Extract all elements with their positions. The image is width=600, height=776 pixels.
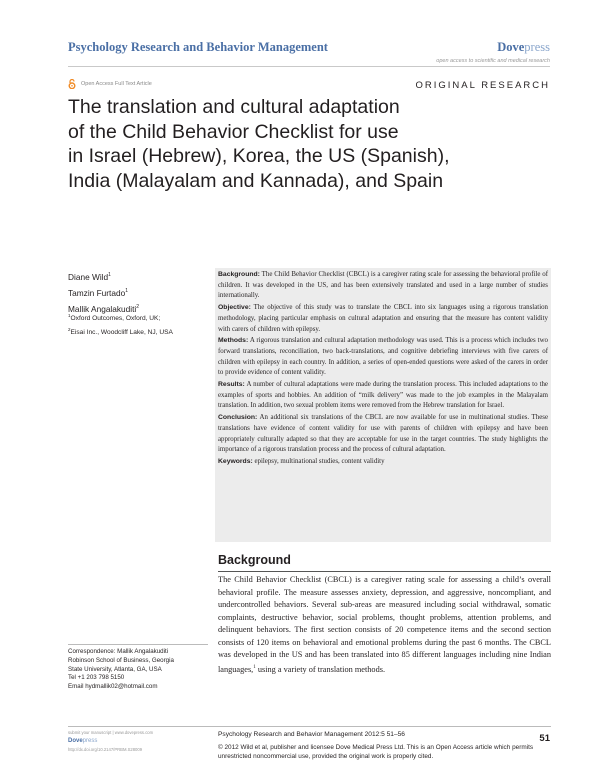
footer-divider <box>68 726 551 727</box>
abstract-label: Keywords: <box>218 457 253 465</box>
background-text-end: using a variety of translation methods. <box>255 664 386 674</box>
correspondence <box>68 648 174 692</box>
publisher-tagline: open access to scientific and medical research <box>436 58 550 64</box>
title-line: India (Malayalam and Kannada), and Spain <box>68 169 444 192</box>
abstract-text: The objective of this study was to translate the CBCL into six languages using a rigorous translation methodology, placing particular emphasis on cultural adaptation and ensuring that the measure has content validity with carers of children with epilepsy. <box>218 304 548 333</box>
abstract-background <box>218 270 548 302</box>
footer-publisher-logo[interactable] <box>68 738 97 744</box>
abstract-label: Methods: <box>218 337 249 345</box>
open-access-lock-icon <box>68 79 76 89</box>
author <box>68 284 139 300</box>
abstract-methods <box>218 336 548 379</box>
doi-link[interactable]: http://dx.doi.org/10.2147/PRBM.S28009 <box>68 747 143 752</box>
article-type: ORIGINAL RESEARCH <box>415 80 550 91</box>
abstract-conclusion <box>218 413 548 456</box>
abstract <box>218 270 548 469</box>
abstract-keywords <box>218 457 548 468</box>
affiliation-text: Eisai Inc., Woodcliff Lake, NJ, USA <box>70 328 173 336</box>
author-name: Mallik Angalakuditi <box>68 303 137 314</box>
submit-link[interactable]: submit your manuscript | www.dovepress.com <box>68 730 154 735</box>
copyright-notice: © 2012 Wild et al, publisher and licensee Dove Medical Press Ltd. This is an Open Access article which permits unrestricted noncommercial use, provided the original work is properly cited. <box>218 744 534 760</box>
open-access-badge <box>68 79 152 89</box>
footer-logo-light: press <box>82 738 98 744</box>
author-affiliation-mark: 2 <box>136 303 140 310</box>
affiliation-mark: 2 <box>68 326 71 332</box>
title-line: The translation and cultural adaptation <box>68 96 400 118</box>
author-list <box>68 268 139 315</box>
correspondence-email[interactable]: Email hydmallik02@hotmail.com <box>68 683 158 691</box>
publisher-logo-bold: Dove <box>497 40 525 54</box>
abstract-text: An additional six translations of the CBCL are now available for use in multinational studies. These translations have evidence of content validity for use with parents of children with epilepsy and have been appropriately culturally adapted so that they are acceptable for use in the target countries. The study highlights the importance of a rigorous translation process and the process of cultural adaptation. <box>218 414 548 454</box>
open-access-label: Open Access Full Text Article <box>81 81 152 87</box>
author-name: Diane Wild <box>68 271 109 282</box>
article-title <box>68 95 568 193</box>
abstract-text: The Child Behavior Checklist (CBCL) is a caregiver rating scale for assessing the behavioral profile of children. It was developed in the US, and has been extensively translated and used in a large number of studies internationally. <box>218 271 548 300</box>
publisher-logo-light: press <box>524 40 550 54</box>
correspondence-line: State University, Atlanta, GA, USA <box>68 665 162 673</box>
abstract-text: A rigorous translation and cultural adaptation methodology was used. This is a process which includes two forward translations, reconciliation, two back-translations, and cognitive debriefing interviews with five carers of children with epilepsy in each country. In addition, a series of open-ended questions were asked of the carers in order to provide evidence of content validity. <box>218 337 548 377</box>
abstract-results <box>218 380 548 412</box>
journal-citation: Psychology Research and Behavior Management 2012:5 51–56 <box>218 731 405 738</box>
affiliations <box>68 311 208 338</box>
affiliation-mark: 1 <box>68 313 71 318</box>
abstract-text: A number of cultural adaptations were made during the translation process. This included adaptations to the examples of sports and hobbies. An addition of “milk delivery” was made to the job examples in the Malayalam translation. In addition, two sexual problem items were removed from the Hebrew translation for Israel. <box>218 381 548 410</box>
affiliation <box>68 325 208 339</box>
abstract-label: Results: <box>218 381 245 389</box>
affiliation-text: Oxford Outcomes, Oxford, UK; <box>70 315 161 323</box>
header-divider <box>68 66 550 67</box>
correspondence-line: Robinson School of Business, Georgia <box>68 656 174 664</box>
citation-mark[interactable]: 1 <box>253 664 256 670</box>
abstract-label: Objective: <box>218 304 251 312</box>
author <box>68 268 139 284</box>
abstract-label: Conclusion: <box>218 414 258 422</box>
journal-name: Psychology Research and Behavior Management <box>68 40 328 54</box>
author-affiliation-mark: 1 <box>125 287 128 294</box>
title-line: of the Child Behavior Checklist for use <box>68 120 399 143</box>
footer-logo-bold: Dove <box>68 738 83 744</box>
correspondence-divider <box>68 644 208 645</box>
author-affiliation-mark: 1 <box>108 272 111 278</box>
correspondence-line: Correspondence: Mallik Angalakuditi <box>68 648 169 655</box>
affiliation <box>68 311 208 325</box>
page-number: 51 <box>539 733 550 744</box>
title-line: in Israel (Hebrew), Korea, the US (Spanish), <box>68 145 450 167</box>
correspondence-line: Tel +1 203 798 5150 <box>68 674 125 682</box>
abstract-label: Background: <box>218 271 260 278</box>
author-name: Tamzin Furtado <box>68 287 126 298</box>
abstract-objective <box>218 303 548 335</box>
section-divider <box>218 571 551 572</box>
publisher-logo[interactable] <box>497 40 550 55</box>
abstract-text: epilepsy, multinational studies, content validity <box>252 457 385 465</box>
section-heading: Background <box>218 553 291 567</box>
background-paragraph <box>218 574 551 676</box>
background-text: The Child Behavior Checklist (CBCL) is a caregiver rating scale for assessing a child’s overall behavioral profile. The measure assesses anxiety, depression, and aggressive, noncompliant, and undercontrolled behaviors. Several sub-areas are measured including social withdrawal, somatic complaints, destructive behavior, social problems, thought problems, attention problems, and delinquent behaviors. The first section consists of 20 competence items and the second section consists of 120 items on behavioral and emotional problems during the past 6 months. The CBCL was developed in the US and has been translated into 85 different languages including nine Indian languages, <box>218 575 551 674</box>
